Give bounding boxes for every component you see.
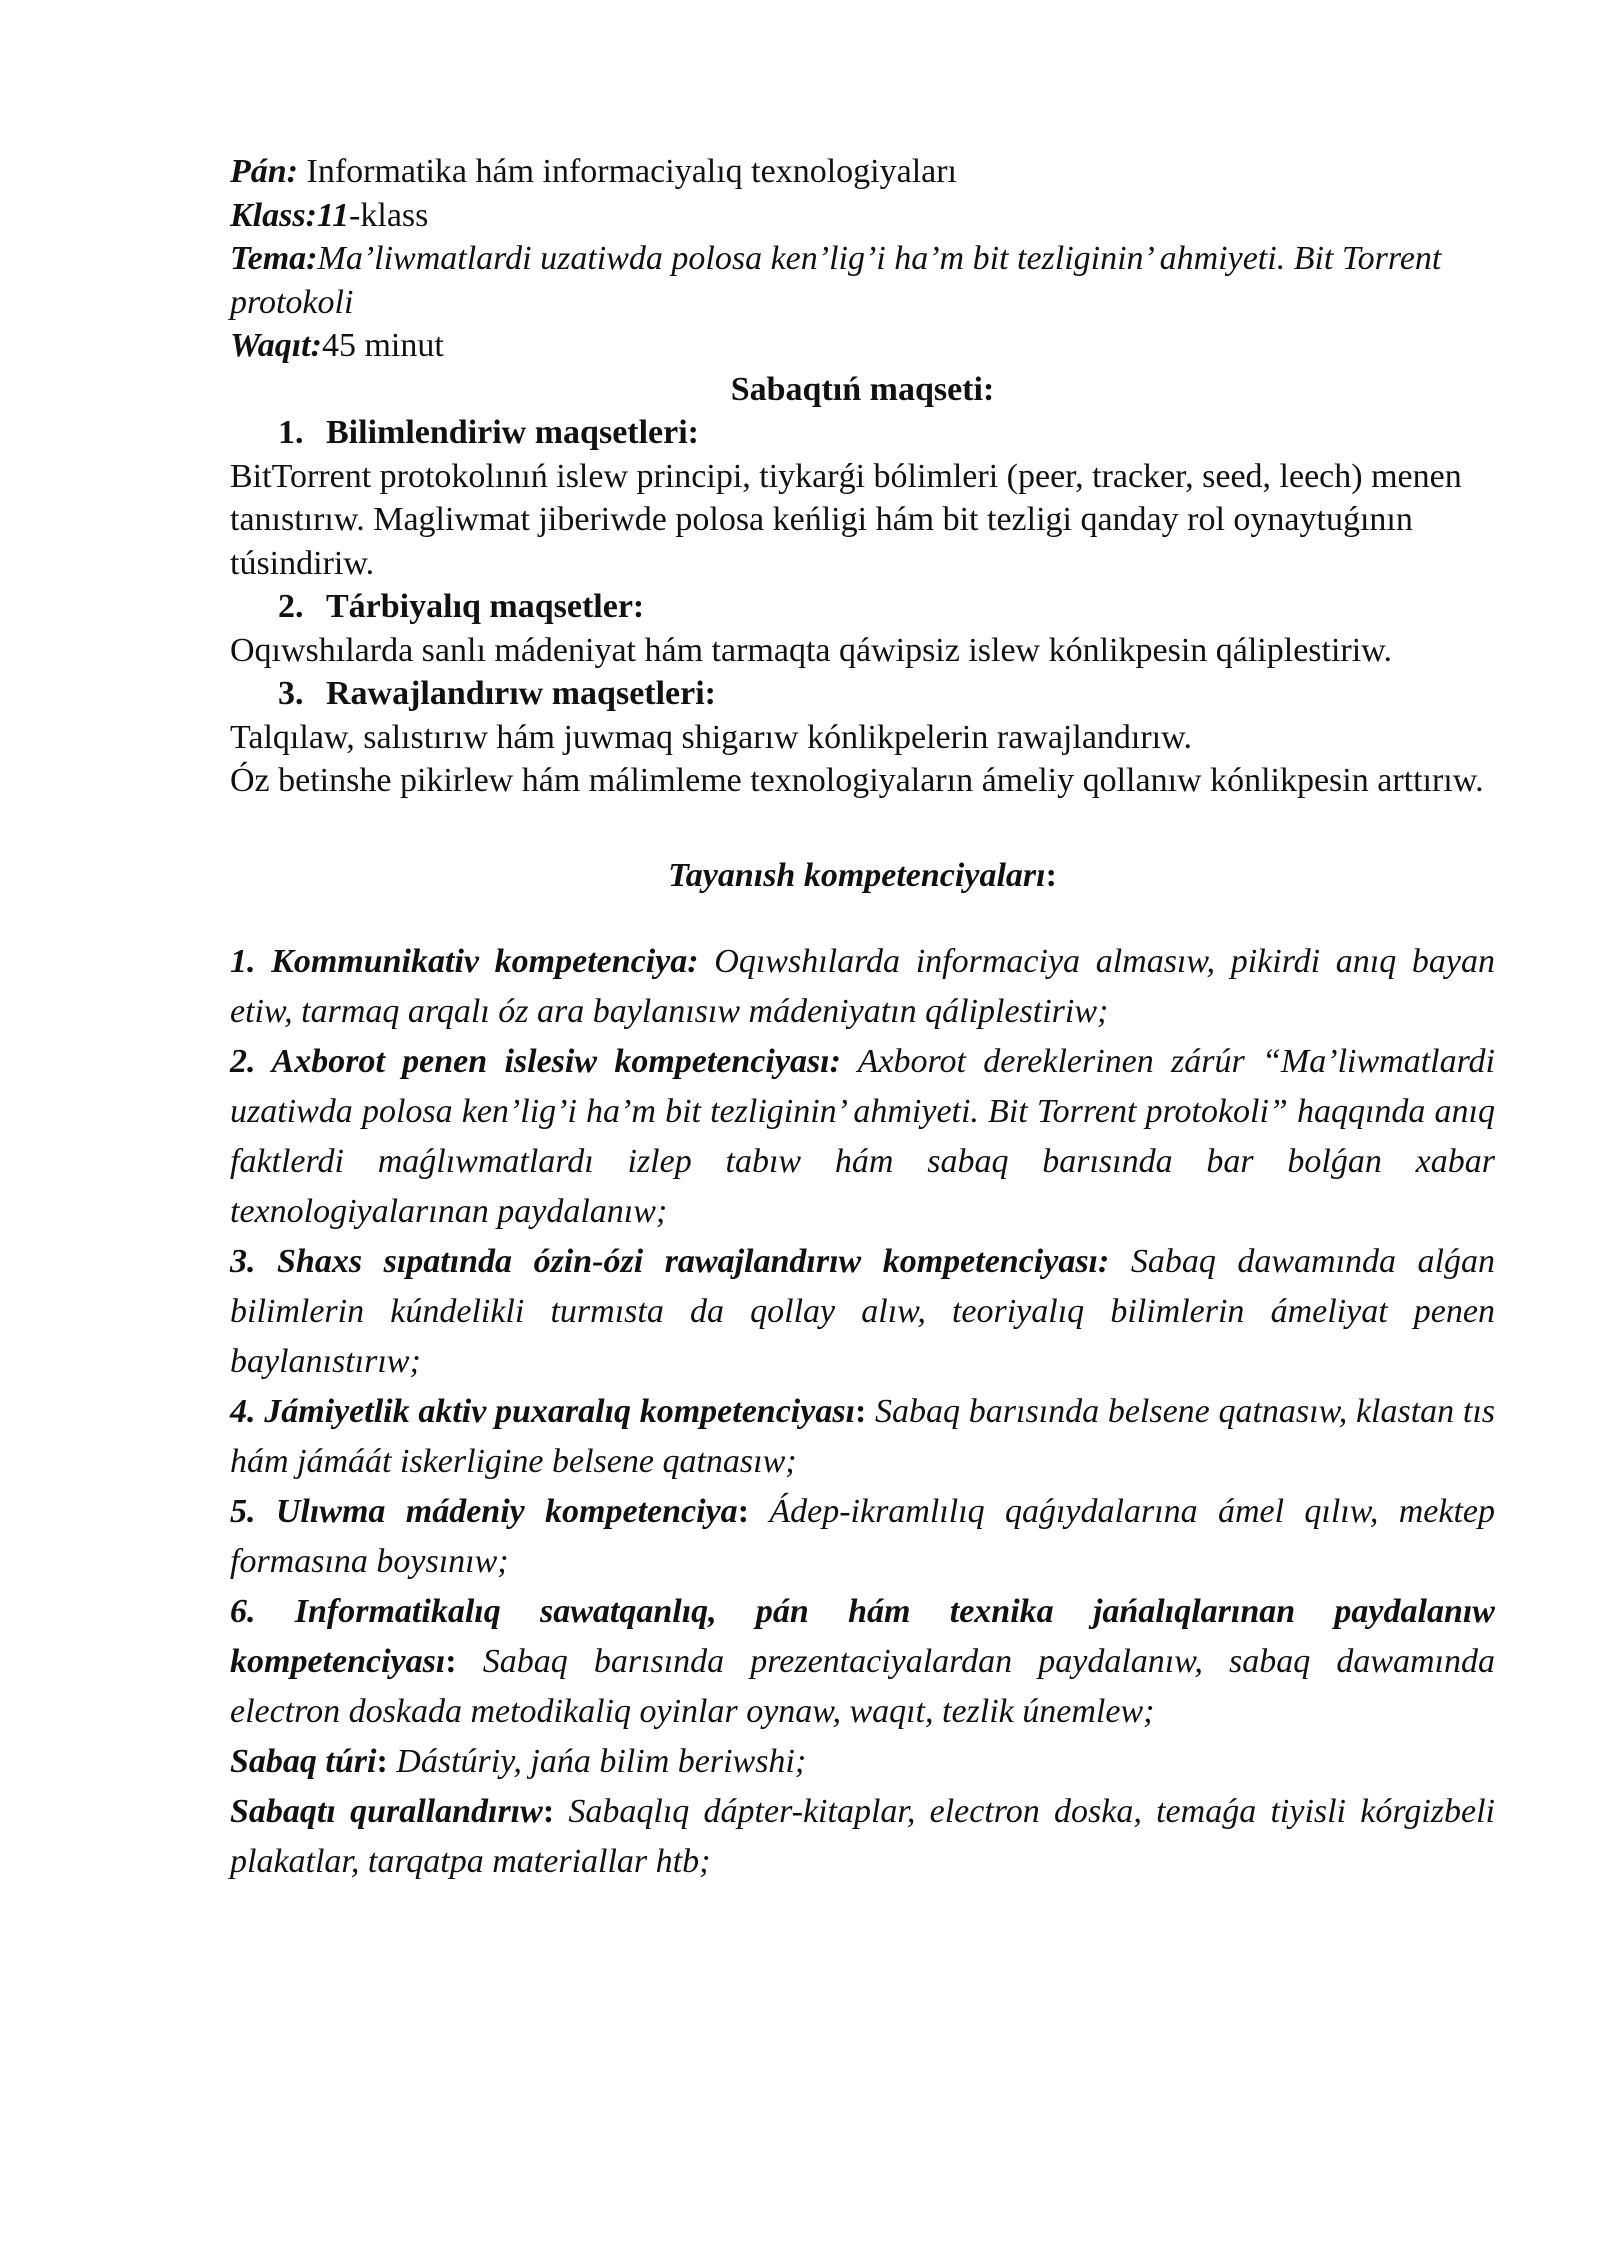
time-label: Waqıt: — [230, 327, 322, 364]
topic-label: Tema: — [230, 240, 318, 277]
competency-text: Axborot dereklerinen zárúr “Ma’liwmatlardi uzatiwda polosa ken’lig’i ha’m bit tezliginin’ ahmiyeti. Bit Torrent protokoli” haqqında anıq faktlerdi maǵlıwmatlardı izlep tabıw hám sabaq barısında bar bolǵan xabar texnologiyalarınan paydalanıw; — [230, 1043, 1496, 1230]
lesson-equipment-label: Sabaqtı qurallandırıw — [230, 1793, 543, 1830]
lesson-type-text: Dástúriy, jańa bilim beriwshi; — [387, 1743, 807, 1780]
lesson-type-colon: : — [376, 1743, 388, 1780]
competency-label: 5. Ulıwma mádeniy kompetenciya — [230, 1493, 738, 1530]
competency-item — [230, 1387, 1495, 1487]
competencies-title — [230, 854, 1495, 898]
class-label: Klass: — [230, 196, 317, 234]
competency-item — [230, 1237, 1495, 1387]
competency-item — [230, 1587, 1495, 1737]
competency-item — [230, 1487, 1495, 1587]
lesson-type — [230, 1737, 1495, 1787]
competency-label: 2. Axborot penen islesiw kompetenciyası: — [230, 1043, 841, 1080]
competencies-title-text: Tayanısh kompetenciyaları — [668, 856, 1046, 894]
goal-3 — [230, 672, 1495, 803]
goal-text — [230, 455, 1495, 586]
competency-label: 3. Shaxs sıpatında ózin-ózi rawajlandırıw kompetenciyası: — [230, 1243, 1110, 1280]
competency-label: 6. Informatikalıq sawatqanlıq, pán hám texnika jańalıqlarınan paydalanıw kompetenciyası — [230, 1593, 1495, 1680]
competency-colon: : — [737, 1493, 750, 1530]
goal-heading — [230, 411, 1495, 455]
goal-heading-text: Rawajlandırıw maqsetleri: — [326, 675, 717, 712]
competency-text: Sabaq barısında prezentaciyalardan paydalanıw, sabaq dawamında electron doskada metodikaliq oyinlar oynaw, waqıt, tezlik únemlew; — [230, 1643, 1495, 1730]
subject-label: Pán: — [230, 153, 298, 190]
goal-paragraph: BitTorrent protokolınıń islew principi, tiykarǵi bólimleri (peer, tracker, seed, leech) menen tanıstırıw. Magliwmat jiberiwde polosa keńligi hám bit tezligi qanday rol oynaytuǵının túsindiriw. — [230, 457, 1462, 582]
goals-title: Sabaqtıń maqseti: — [730, 370, 995, 408]
topic-line — [230, 237, 1495, 324]
lesson-equipment-colon: : — [542, 1793, 555, 1830]
subject-value: Informatika hám informaciyalıq texnologiyaları — [298, 153, 957, 190]
competencies-title-colon: : — [1045, 856, 1057, 894]
goal-text — [230, 716, 1495, 803]
competency-item — [230, 937, 1495, 1037]
time-line — [230, 324, 1495, 368]
goal-heading-text: Tárbiyalıq maqsetler: — [326, 588, 645, 625]
goal-heading — [230, 585, 1495, 629]
lesson-equipment — [230, 1787, 1495, 1887]
goal-paragraph: Oqıwshılarda sanlı mádeniyat hám tarmaqta qáwipsiz islew kónlikpesin qáliplestiriw. — [230, 631, 1393, 669]
subject-line — [230, 150, 1495, 194]
goal-number: 2. — [278, 588, 304, 625]
competency-label: 1. Kommunikativ kompetenciya: — [230, 943, 699, 980]
competency-item — [230, 1037, 1495, 1237]
goal-number: 3. — [278, 675, 304, 712]
goal-heading-text: Bilimlendiriw maqsetleri: — [326, 414, 700, 451]
competency-text: Ádep-ikramlılıq qaǵıydalarına ámel qılıw, mektep formasına boysınıw; — [230, 1493, 1496, 1580]
competency-label: 4. Jámiyetlik aktiv puxaralıq kompetenciyası — [230, 1393, 856, 1430]
goal-2 — [230, 585, 1495, 672]
competency-colon: : — [445, 1643, 457, 1680]
class-value: -klass — [349, 196, 429, 234]
spacer — [230, 803, 1495, 846]
lesson-type-label: Sabaq túri — [230, 1743, 377, 1780]
class-number: 11 — [316, 196, 350, 234]
competency-colon: : — [855, 1393, 867, 1430]
lesson-equipment-text: Sabaqlıq dápter-kitaplar, electron doska, temaǵa tiyisli kórgizbeli plakatlar, tarqatpa materiallar htb; — [230, 1793, 1495, 1880]
class-line — [230, 194, 1495, 238]
topic-value: Ma’liwmatlardi uzatiwda polosa ken’lig’i ha’m bit tezliginin’ ahmiyeti. Bit Torrent protokoli — [230, 240, 1442, 321]
time-value: 45 minut — [321, 327, 444, 364]
goal-1 — [230, 411, 1495, 585]
goal-paragraph: Óz betinshe pikirlew hám málimleme texnologiyaların ámeliy qollanıw kónlikpesin arttırıw. — [230, 762, 1484, 799]
goal-heading — [230, 672, 1495, 716]
goal-text — [230, 629, 1495, 673]
lesson-plan-page — [230, 150, 1495, 1887]
goal-number: 1. — [278, 414, 304, 451]
goal-paragraph: Talqılaw, salıstırıw hám juwmaq shigarıw kónlikpelerin rawajlandırıw. — [230, 718, 1192, 756]
competencies-list — [230, 937, 1495, 1887]
competency-text: Sabaq dawamında alǵan bilimlerin kúndelikli turmısta da qollay alıw, teoriyalıq bilimlerin ámeliyat penen baylanıstırıw; — [230, 1243, 1495, 1380]
competency-text: Oqıwshılarda informaciya almasıw, pikirdi anıq bayan etiw, tarmaq arqalı óz ara baylanısıw mádeniyatın qáliplestiriw; — [230, 943, 1495, 1030]
competency-text: Sabaq barısında belsene qatnasıw, klastan tıs hám jámáát iskerligine belsene qatnasıw; — [230, 1393, 1495, 1480]
